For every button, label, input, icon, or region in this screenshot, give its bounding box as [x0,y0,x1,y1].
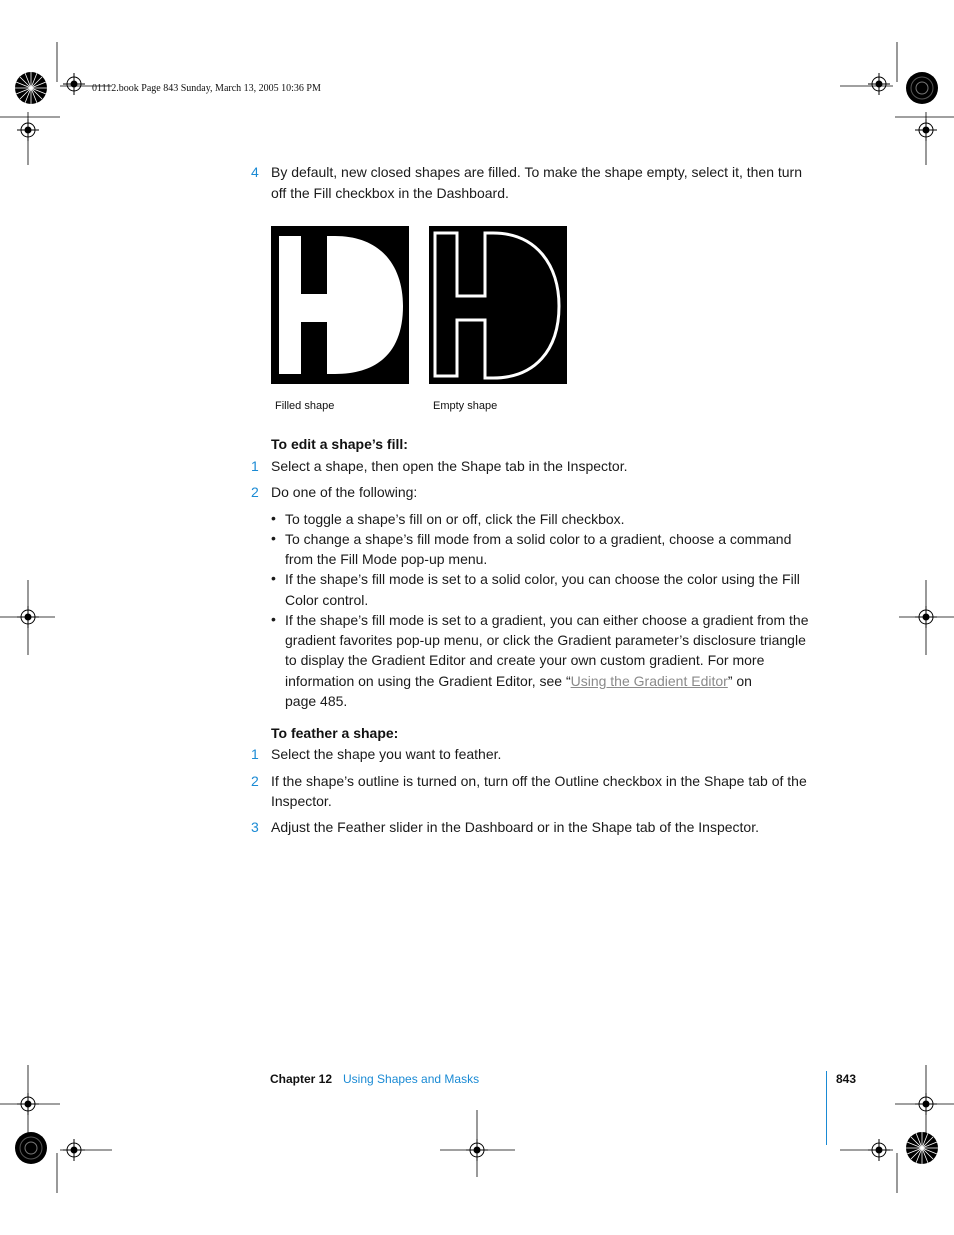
bullet-line: Color control. [285,592,369,608]
step-number: 3 [251,819,259,835]
footer-chapter-title: Using Shapes and Masks [343,1072,480,1086]
bullet-line: If the shape’s fill mode is set to a solid color, you can choose the color using the Fill [285,571,800,587]
step-number: 1 [251,746,259,762]
bullet-mark: • [271,611,276,627]
bullet-line: to display the Gradient Editor and create your own custom gradient. For more [285,652,765,668]
edit-fill-heading: To edit a shape’s fill: [271,436,408,452]
bullet-line: To change a shape’s fill mode from a solid color to a gradient, choose a command [285,531,792,547]
step-text: Do one of the following: [271,484,418,500]
bullet-mark: • [271,570,276,586]
bullet-line: If the shape’s fill mode is set to a gradient, you can either choose a gradient from the [285,612,809,628]
feather-heading: To feather a shape: [271,725,399,741]
bullet-mark: • [271,510,276,526]
bullet-line: from the Fill Mode pop-up menu. [285,551,488,567]
gradient-editor-link[interactable]: Using the Gradient Editor [570,673,728,689]
bullet-line: To toggle a shape’s fill on or off, click the Fill checkbox. [285,511,625,527]
footer-chapter: Chapter 12 [270,1072,333,1086]
print-header: 01112.book Page 843 Sunday, March 13, 2005 10:36 PM [92,83,321,94]
step-text: Inspector. [271,793,332,809]
step-number: 1 [251,458,259,474]
link-suffix: ” on [727,673,752,689]
bullet-mark: • [271,530,276,546]
empty-shape-image [429,226,567,384]
intro-line-2: off the Fill checkbox in the Dashboard. [271,185,509,201]
intro-line-1: By default, new closed shapes are filled. To make the shape empty, select it, then turn [271,164,803,180]
step-number: 2 [251,484,259,500]
step-number: 2 [251,773,259,789]
bullet-line-with-link [285,671,752,692]
figure-caption-filled: Filled shape [275,400,335,412]
filled-shape-image [271,226,409,384]
step-text: Select the shape you want to feather. [271,746,502,762]
figure-caption-empty: Empty shape [433,400,498,412]
step-text: Select a shape, then open the Shape tab in the Inspector. [271,458,628,474]
bullet-line: page 485. [285,693,348,709]
step-text: Adjust the Feather slider in the Dashboard or in the Shape tab of the Inspector. [271,819,759,835]
link-prefix: information on using the Gradient Editor, see “ [285,673,571,689]
page-number: 843 [836,1072,857,1086]
bullet-line: gradient favorites pop-up menu, or click the Gradient parameter’s disclosure triangle [285,632,806,648]
footer-divider [826,1071,827,1145]
step-number: 4 [251,164,259,180]
step-text: If the shape’s outline is turned on, turn off the Outline checkbox in the Shape tab of the [271,773,807,789]
